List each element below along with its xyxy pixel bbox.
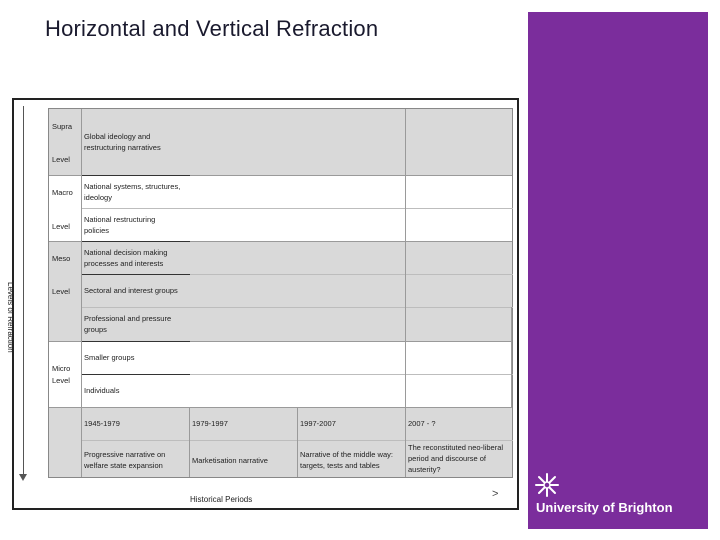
row-divider [49,407,512,408]
label-underline [82,241,190,242]
level-label-macro-level: Level [52,222,70,231]
col-divider [511,307,512,407]
period-2: 1979-1997 [192,419,228,428]
vertical-axis-arrow-icon [19,474,27,481]
row-national-policies: National restructuring policies [84,215,156,235]
col-divider [81,109,82,477]
row-national-decision: National decision making processes and interests [84,248,168,268]
col-divider [405,109,406,477]
label-underline [82,374,190,375]
period-4: 2007 - ? [408,419,436,428]
label-underline [82,274,190,275]
row-divider [81,307,513,308]
vertical-axis-line [23,106,24,476]
level-label-supra: Supra [52,122,73,131]
slide-title: Horizontal and Vertical Refraction [45,16,379,41]
brand-name: University of Brighton [536,500,673,515]
narrative-2: Marketisation narrative [192,456,268,465]
row-smaller-groups: Smaller groups [84,353,135,362]
refraction-grid [48,108,513,478]
narrative-1: Progressive narrative on welfare state expansion [84,450,166,470]
level-label-meso-level: Level [52,287,70,296]
level-label-supra-level: Level [52,155,70,164]
label-underline [82,341,190,342]
period-3: 1997-2007 [300,419,336,428]
vertical-axis-title: Levels of Refraction [6,282,15,353]
row-sectoral: Sectoral and interest groups [84,286,178,295]
col-divider [189,407,190,477]
row-national-systems: National systems, structures, ideology [84,182,181,202]
row-global-ideology: Global ideology and restructuring narratives [84,132,161,152]
narrative-4: The reconstituted neo-liberal period and discourse of austerity? [408,443,504,474]
row-individuals: Individuals [84,386,120,395]
horizontal-axis-arrow-icon: > [492,488,499,500]
narrative-3: Narrative of the middle way: targets, tests and tables [300,450,393,470]
col-divider [297,407,298,477]
label-underline [82,175,190,176]
level-label-macro: Macro [52,188,73,197]
level-label-micro-level: Level [52,376,70,385]
level-label-meso: Meso [52,254,71,263]
refraction-diagram [6,98,519,510]
brand-panel [528,12,708,529]
row-divider [81,208,513,209]
row-professional: Professional and pressure groups [84,314,172,334]
level-label-micro: Micro [52,364,71,373]
horizontal-axis-title: Historical Periods [190,495,253,504]
period-1: 1945-1979 [84,419,120,428]
star-burst-icon [534,472,560,498]
